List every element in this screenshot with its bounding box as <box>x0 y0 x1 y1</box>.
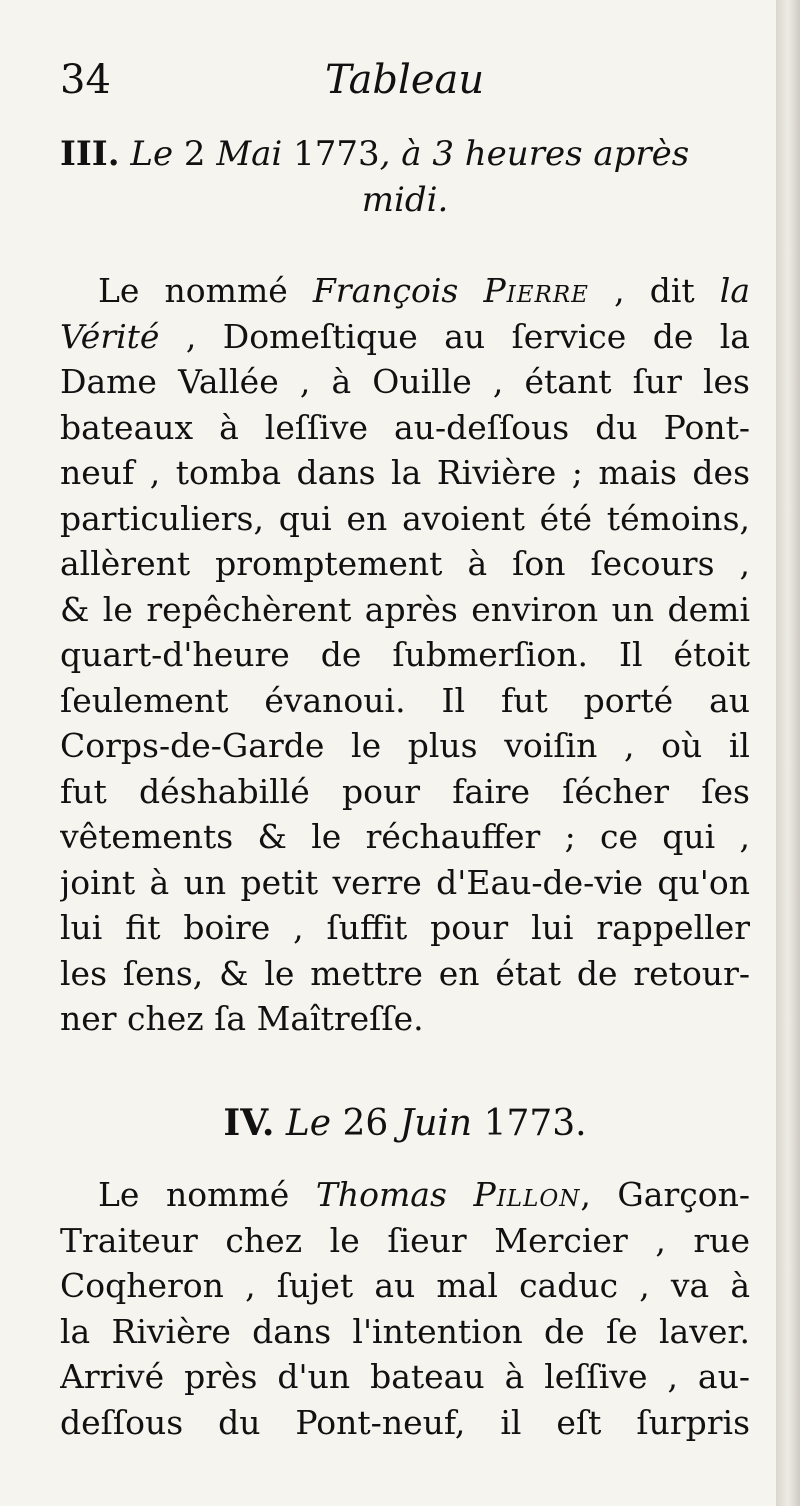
text-line <box>60 905 750 951</box>
text-line <box>60 769 750 815</box>
text-line <box>60 996 750 1042</box>
text-line <box>60 314 750 360</box>
text-segment: deſſous du Pont-neuf, il eſt ſurpris <box>60 1402 750 1442</box>
entry-heading-iii <box>60 128 750 220</box>
text-line <box>60 632 750 678</box>
text-segment: , dit <box>588 271 720 310</box>
text-line <box>60 359 750 405</box>
text-line <box>60 1309 750 1355</box>
heading-le: Le <box>130 134 174 174</box>
text-segment: ſeulement évanoui. Il fut porté au <box>60 680 750 720</box>
entry-number: IV. <box>223 1102 275 1144</box>
text-line <box>60 1172 750 1218</box>
page-edge <box>776 0 800 1506</box>
text-segment: Pierre <box>483 271 589 310</box>
text-segment: , Domeſtique au ſervice de la <box>159 316 750 356</box>
text-segment: fut déshabillé pour faire ſécher ſes <box>60 771 750 811</box>
heading-year: 1773 <box>293 134 380 174</box>
text-line <box>60 1400 750 1446</box>
text-line <box>60 1263 750 1309</box>
page-header <box>60 52 750 108</box>
text-line <box>60 587 750 633</box>
entry-iii-paragraph <box>60 268 750 1042</box>
text-segment: , Garçon- <box>580 1175 750 1214</box>
text-segment: vêtements & le réchauffer ; ce qui , <box>60 817 750 856</box>
text-line <box>60 1218 750 1264</box>
text-segment: Coqheron , ſujet au mal caduc , va à <box>60 1266 750 1305</box>
text-segment: François <box>312 271 484 310</box>
text-segment: lui fit boire , ſuffit pour lui rappeller <box>60 908 750 947</box>
text-segment: & le repêchèrent après environ un demi <box>60 589 750 629</box>
text-line <box>60 541 750 587</box>
heading-month: Mai <box>216 134 283 174</box>
entry-number: III. <box>60 134 120 174</box>
text-segment: Traiteur chez le ſieur Mercier , rue <box>60 1220 750 1260</box>
text-segment: Le nommé <box>98 1175 316 1214</box>
text-segment: la Rivière dans l'intention de ſe laver. <box>60 1311 750 1351</box>
heading-year: 1773. <box>483 1103 587 1144</box>
text-segment: Le nommé <box>98 271 313 310</box>
text-segment: quart-d'heure de ſubmerſion. Il étoit <box>60 635 750 674</box>
text-line <box>60 405 750 451</box>
text-line <box>60 678 750 724</box>
text-segment: Vérité <box>60 316 160 356</box>
heading-le: Le <box>285 1103 332 1144</box>
heading-time-continued: midi. <box>361 180 449 220</box>
text-segment: ner chez ſa Maîtreſſe. <box>60 999 424 1038</box>
text-segment: la <box>719 271 750 310</box>
text-line <box>60 268 750 314</box>
heading-day: 2 <box>183 134 206 174</box>
text-segment: allèrent promptement à ſon ſecours , <box>60 544 750 583</box>
text-segment: Arrivé près d'un bateau à leſſive , au- <box>60 1357 750 1396</box>
text-line <box>60 496 750 542</box>
text-segment: Corps-de-Garde le plus voiſin , où il <box>60 726 750 765</box>
text-segment: les ſens, & le mettre en état de retour- <box>60 953 750 993</box>
text-segment: bateaux à leſſive au-deſſous du Pont- <box>60 407 750 447</box>
entry-iv-paragraph <box>60 1172 750 1445</box>
text-line <box>60 450 750 496</box>
text-line <box>60 860 750 906</box>
page-number: 34 <box>60 57 111 103</box>
heading-day: 26 <box>342 1103 389 1144</box>
text-line <box>60 723 750 769</box>
text-line <box>60 814 750 860</box>
text-line <box>60 951 750 997</box>
text-segment: neuf , tomba dans la Rivière ; mais des <box>60 453 750 492</box>
text-line <box>60 1354 750 1400</box>
text-segment: Dame Vallée , à Ouille , étant ſur les <box>60 362 750 401</box>
heading-month: Juin <box>399 1103 473 1144</box>
text-segment: particuliers, qui en avoient été témoins, <box>60 498 750 538</box>
running-title: Tableau <box>325 57 485 103</box>
text-segment: joint à un petit verre d'Eau-de-vie qu'on <box>60 862 750 902</box>
text-segment: Pillon <box>473 1175 581 1214</box>
text-segment: Thomas <box>315 1175 474 1214</box>
entry-heading-iv <box>60 1098 750 1149</box>
heading-time: , à 3 heures après <box>379 134 690 174</box>
